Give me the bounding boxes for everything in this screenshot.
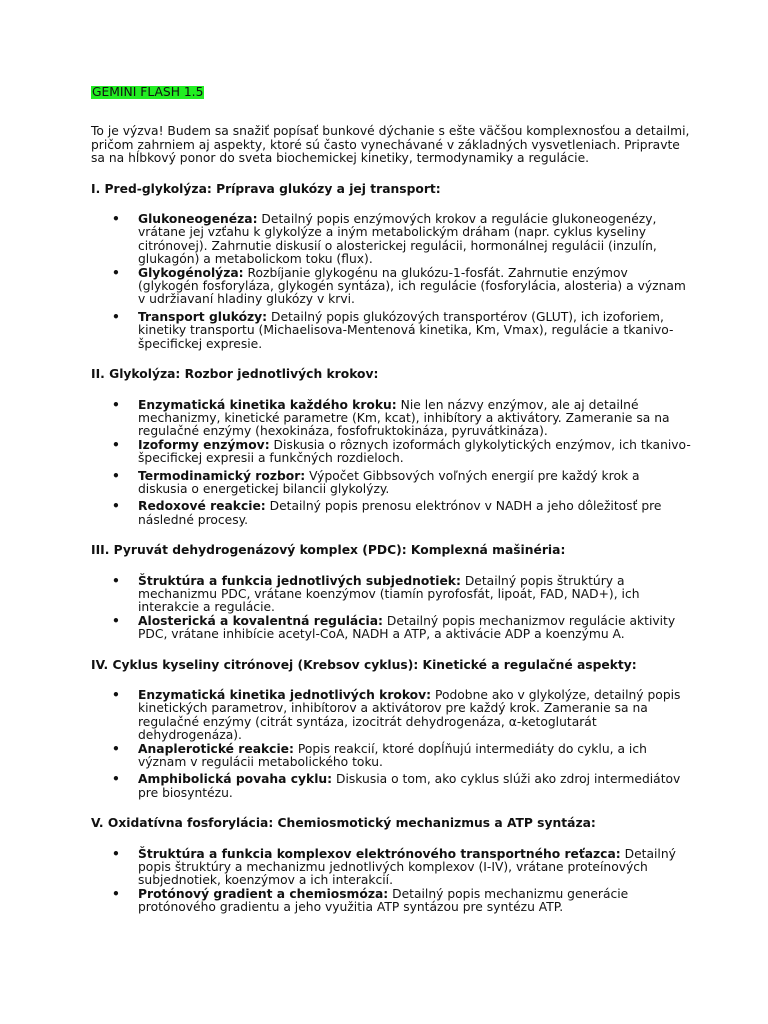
list-item: [91, 213, 691, 267]
intro-paragraph: To je výzva! Budem sa snažiť popísať bunkové dýchanie s ešte väčšou komplexnosťou a detailmi, pričom zahrniem aj aspekty, ktoré sú často vynechávané v základných vysvetleniach. Pripravte sa na hĺbkový ponor do sveta biochemickej kinetiky, termodynamiky a regulácie.: [91, 124, 690, 166]
item-term: Anaplerotické reakcie:: [138, 741, 294, 756]
list-item: [91, 615, 691, 642]
item-text: Diskusia o tom, ako cyklus slúži ako zdroj intermediátov pre biosyntézu.: [138, 772, 681, 800]
document-page: [91, 86, 691, 915]
list-item: [91, 743, 691, 770]
item-text: Detailný popis prenosu elektrónov v NADH a jeho dôležitosť pre následné procesy.: [138, 499, 662, 527]
section-heading: III. Pyruvát dehydrogenázový komplex (PDC): Komplexná mašinéria:: [91, 543, 566, 558]
list-item: [91, 399, 691, 439]
item-term: Štruktúra a funkcia komplexov elektrónového transportného reťazca:: [138, 846, 621, 861]
item-text: Detailný popis mechanizmu generácie protónového gradientu a jeho využitia ATP syntázou pre syntézu ATP.: [138, 886, 629, 915]
item-term: Termodinamický rozbor:: [138, 468, 306, 483]
item-term: Alosterická a kovalentná regulácia:: [138, 613, 383, 628]
bullet-list: [91, 399, 691, 528]
item-term: Glukoneogenéza:: [138, 212, 258, 227]
list-item: [91, 439, 691, 466]
list-item: [91, 575, 691, 615]
section-heading: IV. Cyklus kyseliny citrónovej (Krebsov cyklus): Kinetické a regulačné aspekty:: [91, 657, 637, 672]
list-item: [91, 267, 691, 307]
section-4: [91, 659, 691, 801]
list-item: [91, 848, 691, 888]
item-term: Izoformy enzýmov:: [138, 437, 270, 452]
list-item: [91, 773, 691, 800]
section-heading: I. Pred-glykolýza: Príprava glukózy a jej transport:: [91, 181, 441, 196]
item-text: Rozbíjanie glykogénu na glukózu-1-fosfát. Zahrnutie enzýmov (glykogén fosforyláza, glykogén syntáza), ich regulácie (fosforylácia, alosteria) a význam v udržiavaní hladiny glukózy v krvi.: [138, 265, 686, 307]
list-item: [91, 888, 691, 915]
list-item: [91, 470, 691, 497]
list-item: [91, 500, 691, 527]
section-3: [91, 544, 691, 641]
item-text: Popis reakcií, ktoré dopĺňujú intermediáty do cyklu, a ich význam v regulácii metabolického toku.: [138, 741, 647, 770]
item-text: Detailný popis štruktúry a mechanizmu PDC, vrátane koenzýmov (tiamín pyrofosfát, lipoát, FAD, NAD+), ich interakcie a regulácie.: [138, 573, 640, 615]
header-highlight-label: GEMINI FLASH 1.5: [92, 85, 204, 99]
section-heading: II. Glykolýza: Rozbor jednotlivých krokov:: [91, 367, 379, 382]
section-1: [91, 183, 691, 351]
item-text: Diskusia o rôznych izoformách glykolytických enzýmov, ich tkanivo-špecifickej expresii a funkčných rozdieloch.: [138, 437, 691, 466]
bullet-list: [91, 575, 691, 642]
item-text: Podobne ako v glykolýze, detailný popis kinetických parametrov, inhibítorov a aktivátorov pre každý krok. Zameranie sa na regulačné enzýmy (citrát syntáza, izocitrát dehydrogenáza, α-ketoglutarát dehydrogenáza).: [138, 688, 681, 743]
list-item: [91, 311, 691, 351]
item-text: Nie len názvy enzýmov, ale aj detailné mechanizmy, kinetické parametre (Km, kcat), inhibítory a aktivátory. Zameranie sa na regulačné enzýmy (hexokináza, fosfofruktokináza, pyruvátkináza).: [138, 397, 670, 439]
item-term: Štruktúra a funkcia jednotlivých subjednotiek:: [138, 573, 461, 588]
item-text: Detailný popis mechanizmov regulácie aktivity PDC, vrátane inhibície acetyl-CoA, NADH a ATP, a aktivácie ADP a koenzýmu A.: [138, 613, 676, 642]
bullet-list: [91, 848, 691, 915]
section-2: [91, 368, 691, 527]
bullet-list: [91, 689, 691, 800]
section-5: [91, 817, 691, 914]
list-item: [91, 689, 691, 743]
item-term: Glykogénolýza:: [138, 265, 244, 280]
item-term: Redoxové reakcie:: [138, 499, 266, 514]
item-text: Detailný popis enzýmových krokov a regulácie glukoneogenézy, vrátane jej vzťahu k glykolýze a iným metabolickým dráham (napr. cyklus kyseliny citrónovej). Zahrnutie diskusií o alosterickej regulácii, hormonálnej regulácii (inzulín, glukagón) a metabolickom toku (flux).: [138, 212, 657, 267]
section-heading: V. Oxidatívna fosforylácia: Chemiosmotický mechanizmus a ATP syntáza:: [91, 816, 596, 831]
item-term: Protónový gradient a chemiosmóza:: [138, 886, 389, 901]
item-text: Výpočet Gibbsových voľných energií pre každý krok a diskusia o energetickej bilancii glykolýzy.: [138, 468, 640, 496]
item-term: Amphibolická povaha cyklu:: [138, 772, 333, 787]
bullet-list: [91, 213, 691, 351]
item-term: Enzymatická kinetika každého kroku:: [138, 397, 397, 412]
item-text: Detailný popis štruktúry a mechanizmu jednotlivých komplexov (I-IV), vrátane proteínových subjednotiek, koenzýmov a ich interakcií.: [138, 846, 676, 888]
item-term: Transport glukózy:: [138, 309, 268, 324]
item-term: Enzymatická kinetika jednotlivých krokov:: [138, 688, 432, 702]
item-text: Detailný popis glukózových transportérov (GLUT), ich izoforiem, kinetiky transportu (Michaelisova-Mentenová kinetika, Km, Vmax), regulácie a tkanivo-špecifickej expresie.: [138, 309, 674, 351]
